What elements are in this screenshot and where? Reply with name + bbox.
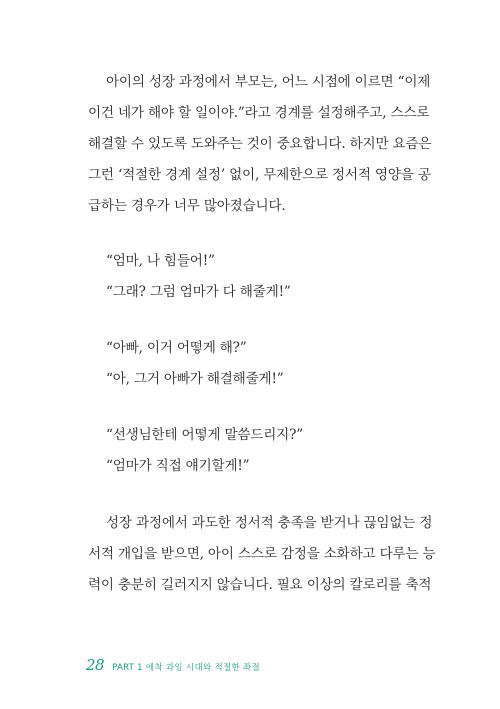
- dialogue-2-line-1: “아빠, 이거 어떻게 해?”: [106, 340, 247, 356]
- paragraph-2-line-3: 력이 충분히 길러지지 않습니다. 필요 이상의 칼로리를 축적: [88, 577, 432, 593]
- dialogue-1-line-1: “엄마, 나 힘들어!”: [106, 253, 215, 269]
- paragraph-1-line-3: 해결할 수 있도록 도와주는 것이 중요합니다. 하지만 요즘은: [88, 136, 432, 152]
- running-footer-title: PART 1 애착 과잉 시대와 적절한 좌절: [112, 663, 261, 673]
- paragraph-1-line-4: 그런 ‘적절한 경계 설정’ 없이, 무제한으로 정서적 영양을 공: [88, 167, 431, 183]
- dialogue-3-line-2: “엄마가 직접 얘기할게!”: [106, 458, 250, 474]
- page-footer: [86, 656, 260, 674]
- paragraph-2-line-1: 성장 과정에서 과도한 정서적 충족을 받거나 끊임없는 정: [106, 515, 433, 531]
- dialogue-3-line-1: “선생님한테 어떻게 말씀드리지?”: [106, 427, 303, 443]
- dialogue-2-line-2: “아, 그거 아빠가 해결해줄게!”: [106, 371, 284, 387]
- paragraph-1-line-2: 이건 네가 해야 할 일이야.”라고 경계를 설정해주고, 스스로: [88, 105, 430, 121]
- paragraph-1-line-1: 아이의 성장 과정에서 부모는, 어느 시점에 이르면 “이제: [106, 74, 431, 90]
- dialogue-1-line-2: “그래? 그럼 엄마가 다 해줄게!”: [106, 284, 291, 300]
- page-number: 28: [86, 656, 105, 674]
- paragraph-2-line-2: 서적 개입을 받으면, 아이 스스로 감정을 소화하고 다루는 능: [88, 546, 436, 562]
- paragraph-1-line-5: 급하는 경우가 너무 많아졌습니다.: [88, 198, 286, 214]
